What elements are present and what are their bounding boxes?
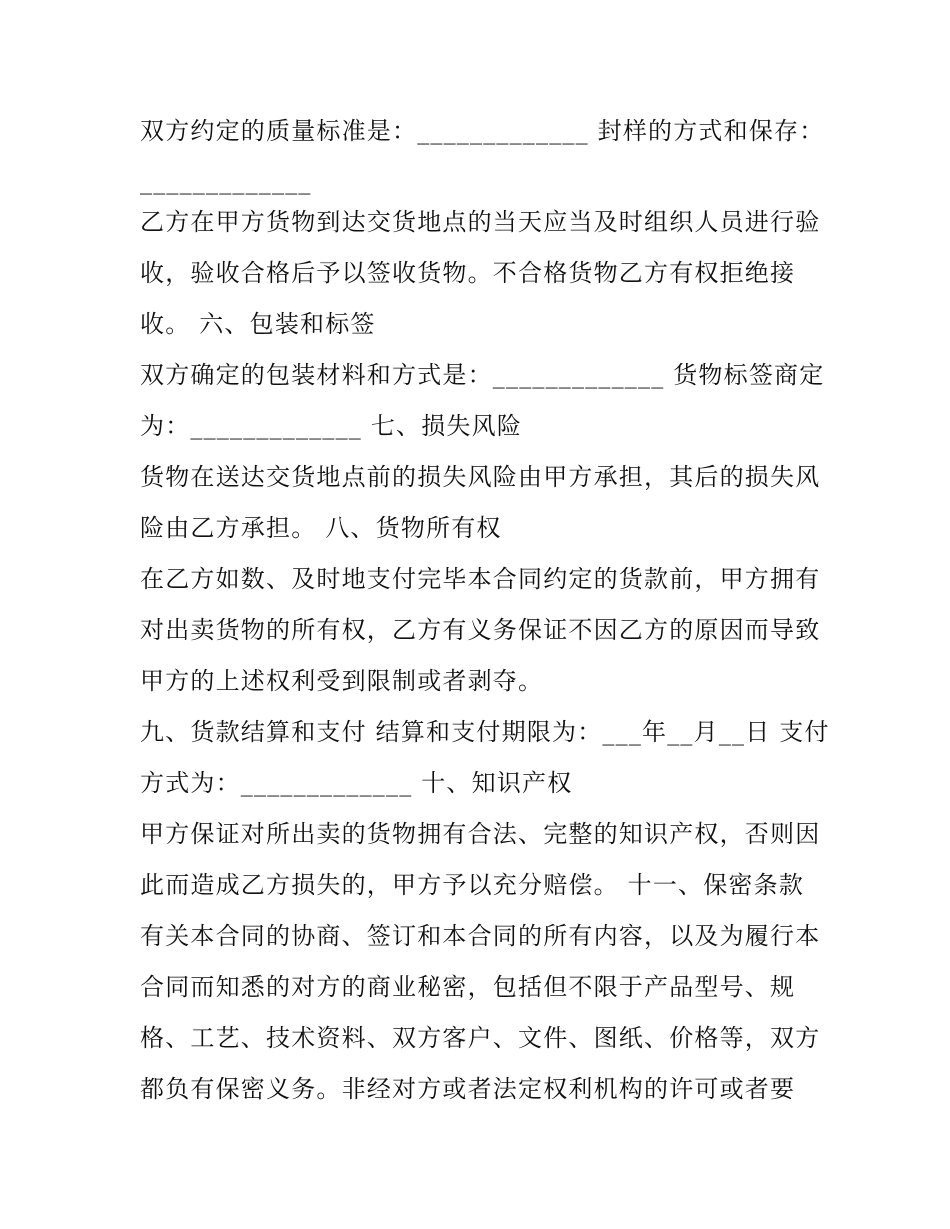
text-line: 在乙方如数、及时地支付完毕本合同约定的货款前，甲方拥有	[140, 565, 821, 593]
text-line: 收，验收合格后予以签收货物。不合格货物乙方有权拒绝接	[140, 259, 796, 287]
text-line: 此而造成乙方损失的，甲方予以充分赔偿。 十一、保密条款	[140, 871, 805, 899]
text-line: 九、货款结算和支付 结算和支付期限为：___年__月__日 支付	[140, 718, 830, 746]
text-line: 有关本合同的协商、签订和本合同的所有内容，以及为履行本	[140, 922, 821, 950]
text-line: _____________	[140, 167, 312, 195]
text-line: 为：_____________ 七、损失风险	[140, 412, 523, 440]
text-line: 合同而知悉的对方的商业秘密，包括但不限于产品型号、规	[140, 973, 796, 1001]
text-line: 收。 六、包装和标签	[140, 310, 376, 338]
text-line: 双方确定的包装材料和方式是：_____________ 货物标签商定	[140, 361, 825, 389]
text-line: 乙方在甲方货物到达交货地点的当天应当及时组织人员进行验	[140, 208, 821, 236]
text-line: 双方约定的质量标准是：_____________ 封样的方式和保存：	[140, 117, 825, 145]
text-line: 格、工艺、技术资料、双方客户、文件、图纸、价格等，双方	[140, 1024, 821, 1052]
text-line: 都负有保密义务。非经对方或者法定权利机构的许可或者要	[140, 1075, 796, 1103]
text-line: 对出卖货物的所有权，乙方有义务保证不因乙方的原因而导致	[140, 616, 821, 644]
text-line: 甲方保证对所出卖的货物拥有合法、完整的知识产权，否则因	[140, 820, 821, 848]
text-line: 货物在送达交货地点前的损失风险由甲方承担，其后的损失风	[140, 463, 821, 491]
text-line: 险由乙方承担。 八、货物所有权	[140, 514, 502, 542]
text-line: 甲方的上述权利受到限制或者剥夺。	[140, 667, 544, 695]
text-line: 方式为：_____________ 十、知识产权	[140, 769, 573, 797]
